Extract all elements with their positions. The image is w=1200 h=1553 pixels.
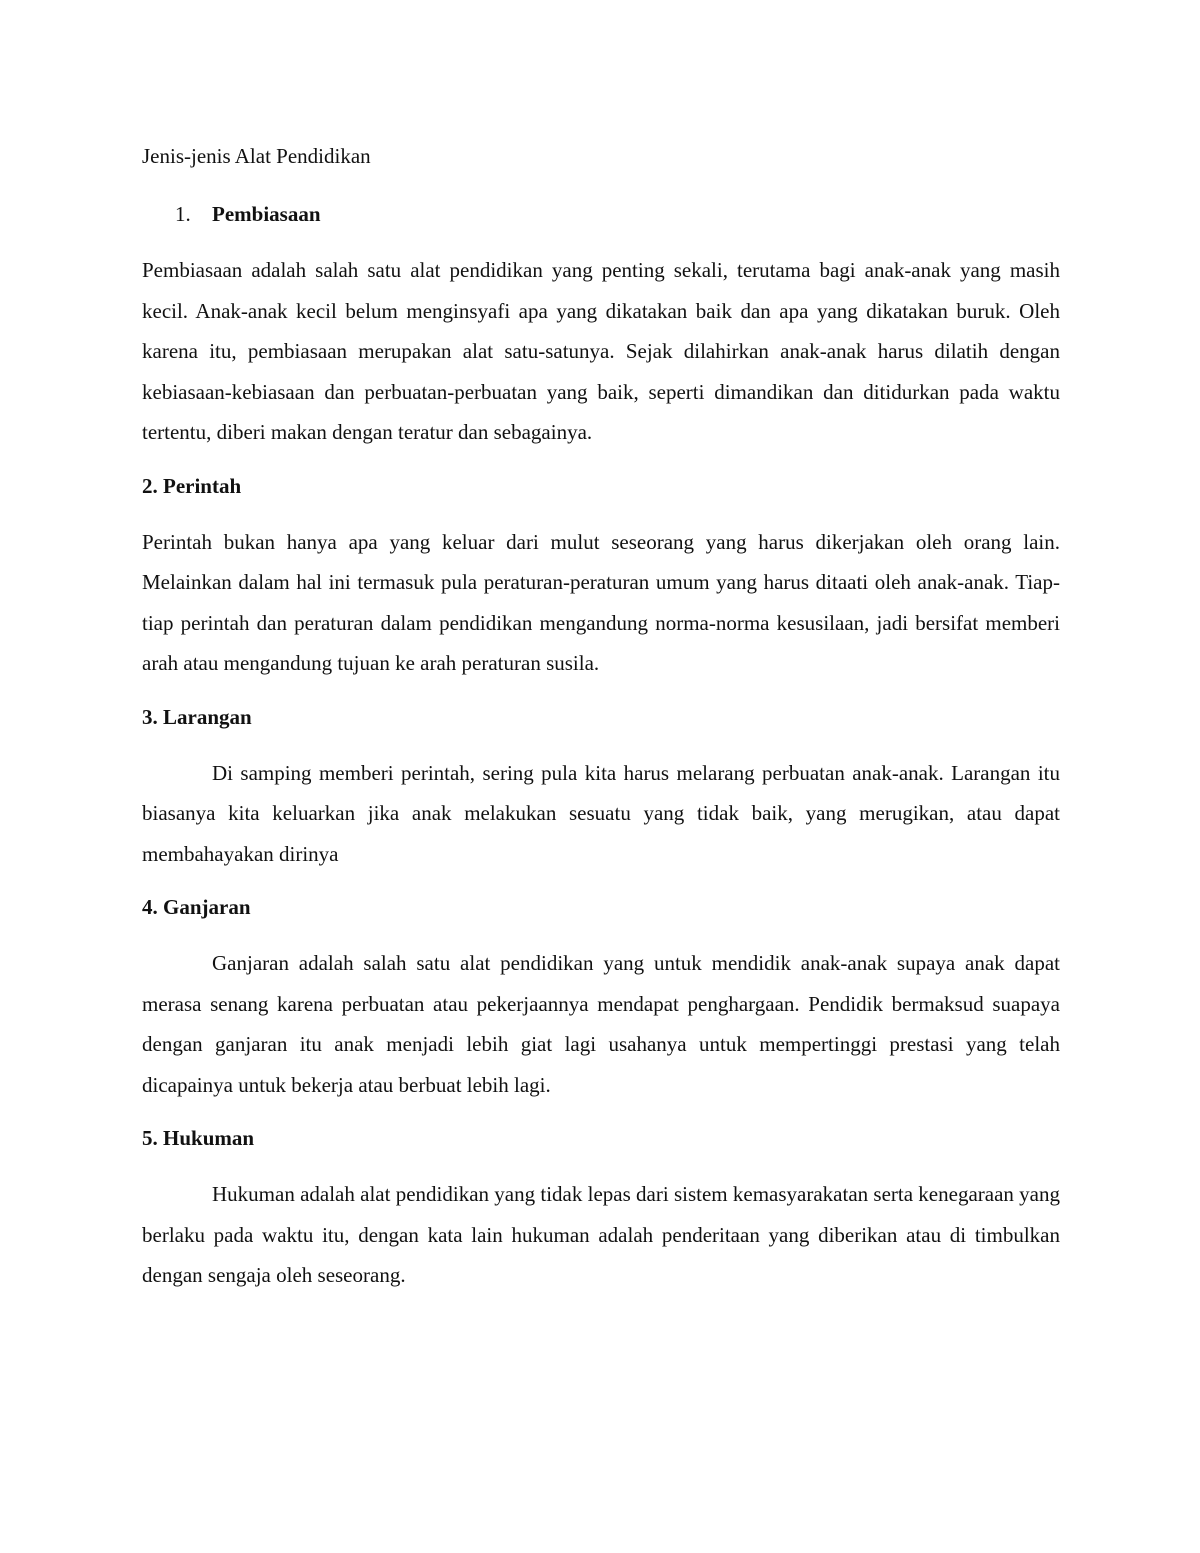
document-title: Jenis-jenis Alat Pendidikan — [142, 144, 371, 168]
section-title: Pembiasaan — [212, 202, 321, 226]
section-title: Hukuman — [163, 1126, 255, 1150]
section-paragraph-larangan: Di samping memberi perintah, sering pula kita harus melarang perbuatan anak-anak. Larangan itu biasanya kita keluarkan jika anak melakukan sesuatu yang tidak baik, yang merugikan, atau dapat membahayakan dirinya — [142, 760, 1060, 866]
section-paragraph-pembiasaan: Pembiasaan adalah salah satu alat pendidikan yang penting sekali, terutama bagi anak-anak yang masih kecil. Anak-anak kecil belum menginsyafi apa yang dikatakan baik dan apa yang dikatakan buruk. Oleh karena itu, pembiasaan merupakan alat satu-satunya. Sejak dilahirkan anak-anak harus dilatih dengan kebiasaan-kebiasaan dan perbuatan-perbuatan yang baik, seperti dimandikan dan ditidurkan pada waktu tertentu, diberi makan dengan teratur dan sebagainya. — [142, 258, 1060, 444]
section-number: 2. — [142, 473, 158, 498]
section-number: 3. — [142, 704, 158, 729]
section-title: Larangan — [163, 704, 252, 729]
section-paragraph-hukuman: Hukuman adalah alat pendidikan yang tidak lepas dari sistem kemasyarakatan serta kenegaraan yang berlaku pada waktu itu, dengan kata lain hukuman adalah penderitaan yang diberikan atau di timbulkan dengan sengaja oleh seseorang. — [142, 1182, 1060, 1287]
document-body — [142, 140, 1060, 1296]
section-number: 4. — [142, 895, 158, 919]
section-paragraph-ganjaran: Ganjaran adalah salah satu alat pendidikan yang untuk mendidik anak-anak supaya anak dapat merasa senang karena perbuatan atau pekerjaannya mendapat penghargaan. Pendidik bermaksud suapaya dengan ganjaran itu anak menjadi lebih giat lagi usahanya untuk mempertinggi prestasi yang telah dicapainya untuk bekerja atau berbuat lebih lagi. — [142, 951, 1060, 1097]
section-title: Perintah — [163, 473, 242, 498]
section-number: 1. — [175, 202, 191, 226]
section-paragraph-perintah: Perintah bukan hanya apa yang keluar dari mulut seseorang yang harus dikerjakan oleh orang lain. Melainkan dalam hal ini termasuk pula peraturan-peraturan umum yang harus ditaati oleh anak-anak. Tiap-tiap perintah dan peraturan dalam pendidikan mengandung norma-norma kesusilaan, jadi bersifat memberi arah atau mengandung tujuan ke arah peraturan susila. — [142, 529, 1060, 675]
section-heading-perintah — [142, 470, 1060, 502]
section-number: 5. — [142, 1126, 158, 1150]
section-heading-larangan — [142, 701, 1060, 733]
section-heading-hukuman — [142, 1122, 1060, 1154]
section-heading-pembiasaan — [142, 198, 1060, 230]
section-heading-ganjaran — [142, 891, 1060, 923]
section-title: Ganjaran — [163, 895, 251, 919]
